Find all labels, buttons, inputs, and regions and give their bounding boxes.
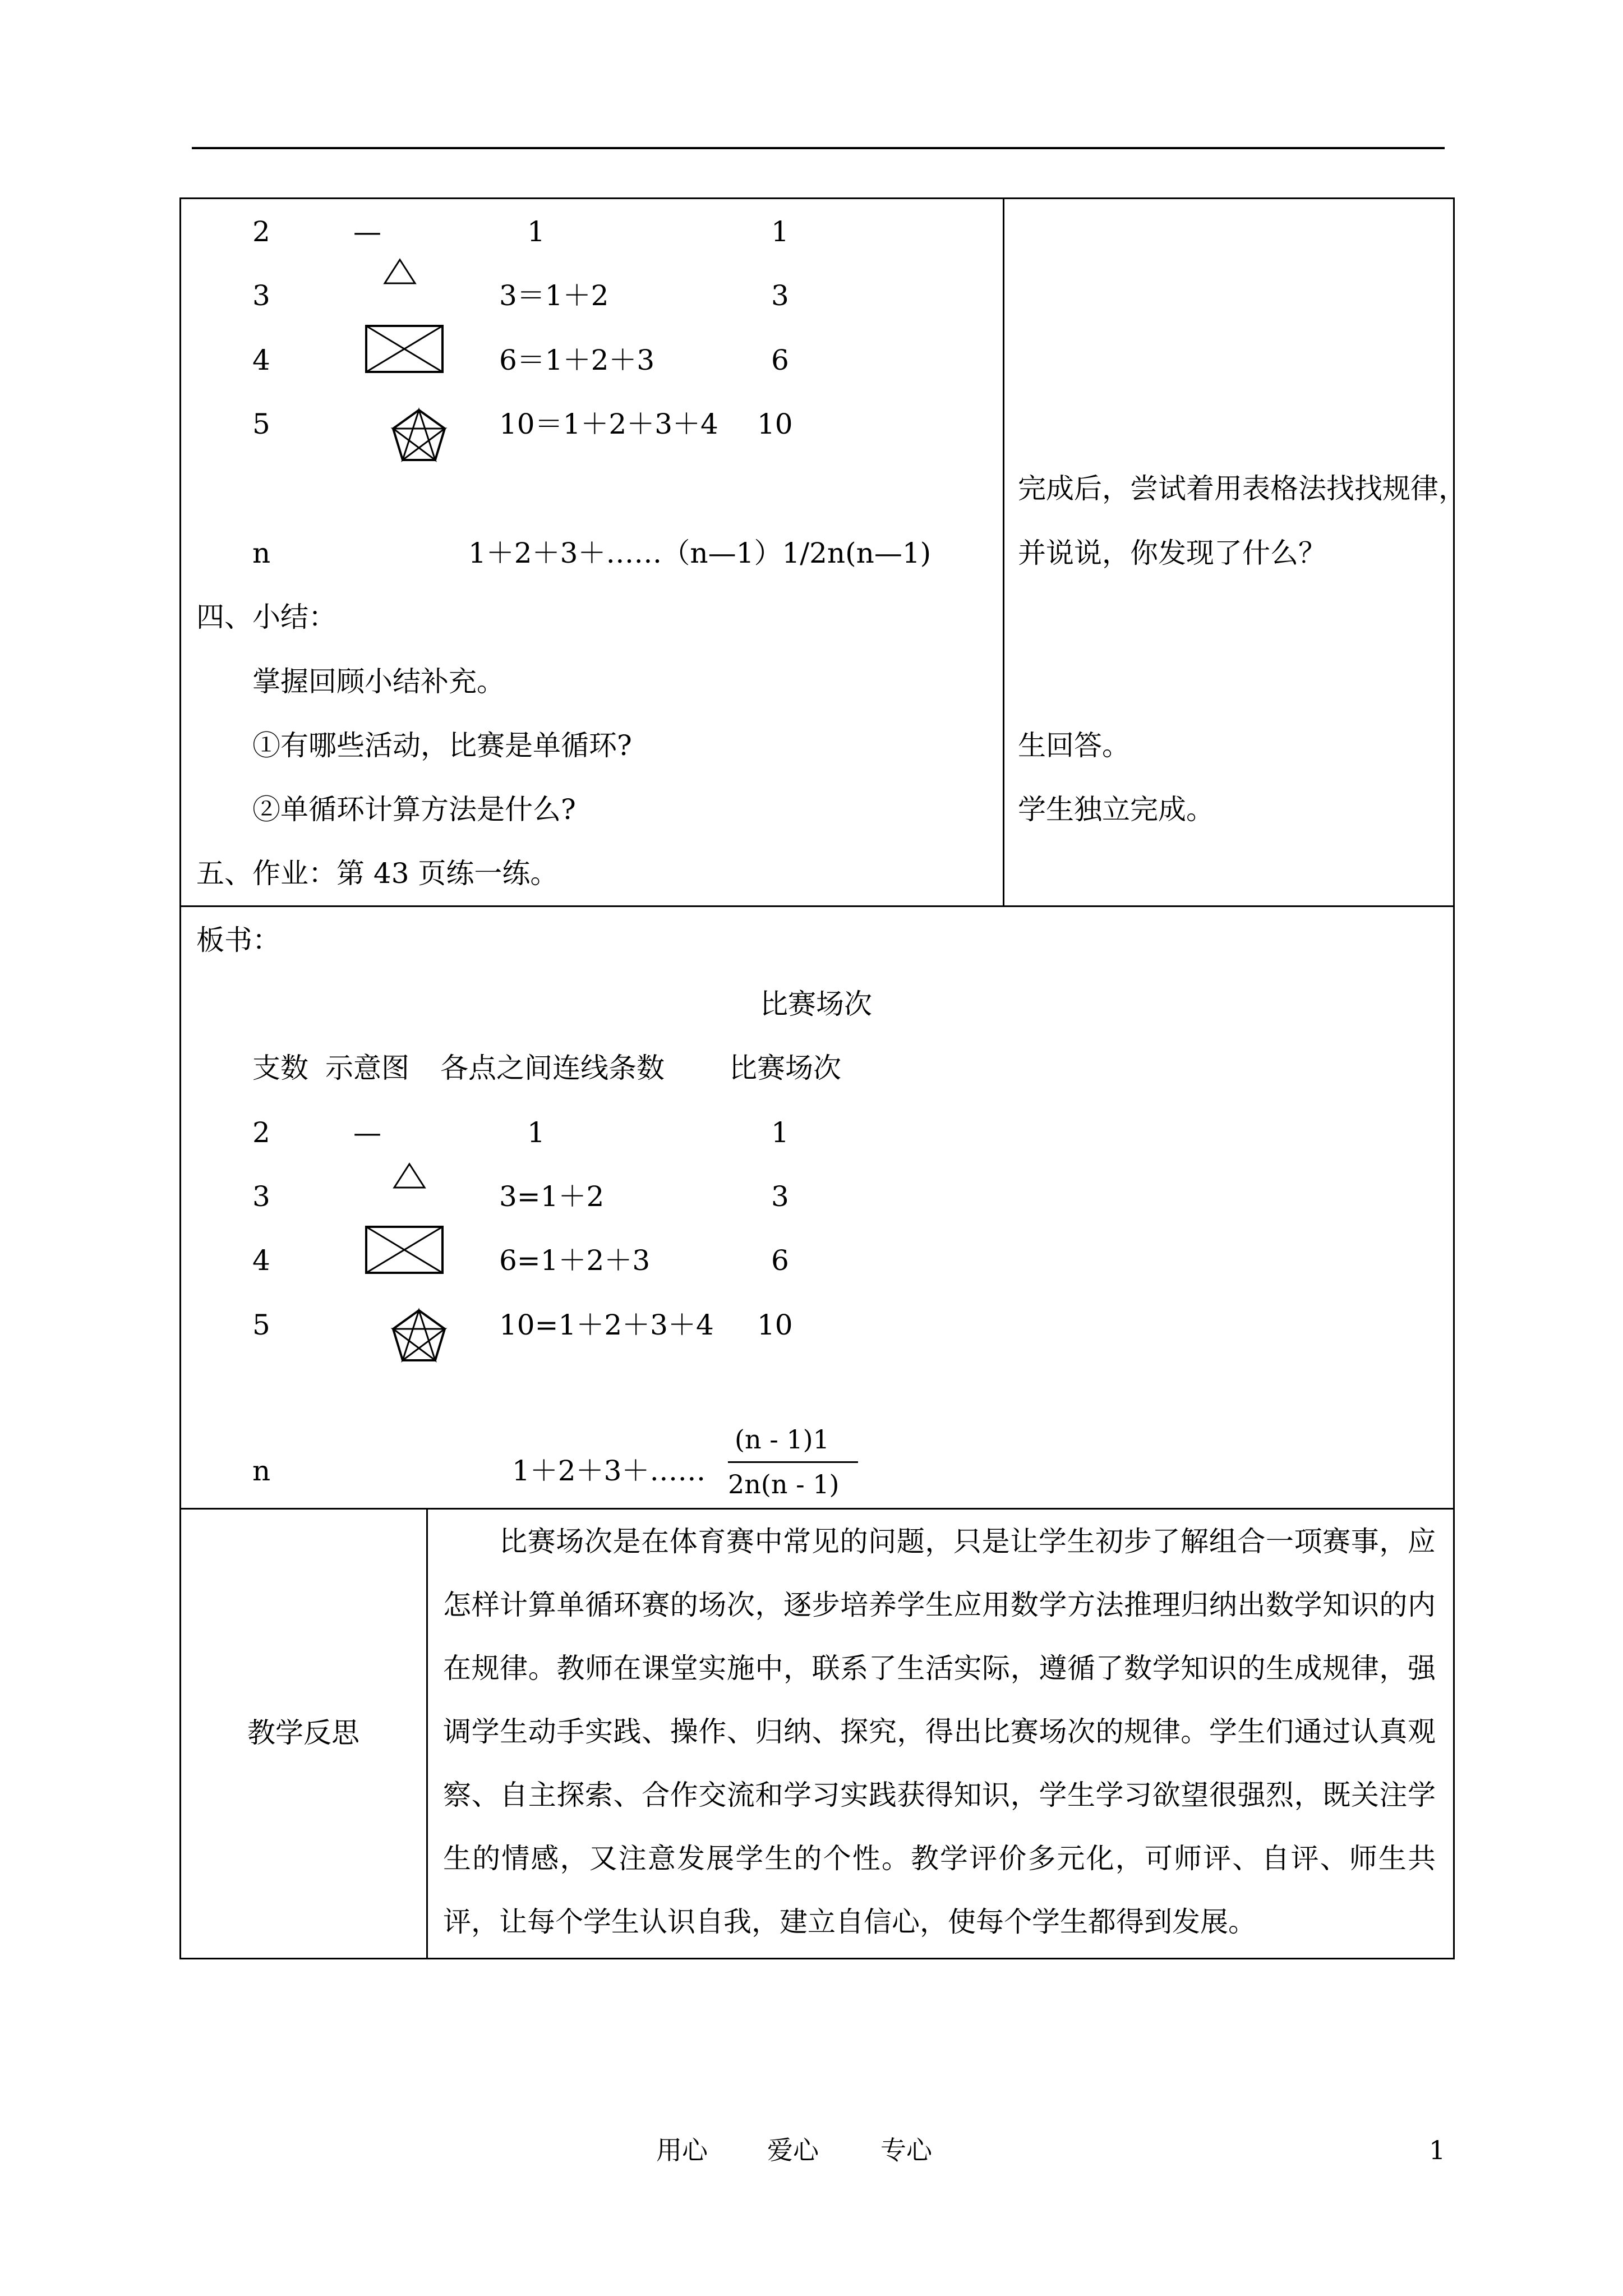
row-matches: 3 [771, 1180, 789, 1213]
row-matches: 10 [757, 1309, 793, 1341]
board-header-edges: 各点之间连线条数 [440, 1052, 665, 1084]
fraction-numerator: (n - 1)1 [735, 1424, 829, 1455]
summary-heading: 四、小结： [196, 601, 336, 633]
footer-motto: 爱心 [767, 2135, 819, 2165]
right-note: 并说说，你发现了什么？ [1018, 537, 1326, 569]
row-num: 5 [252, 408, 270, 440]
triangle-diagram-icon [393, 1162, 426, 1189]
summary-line: ②单循环计算方法是什么? [252, 793, 576, 826]
row-matches: 6 [771, 344, 789, 376]
row-n-formula: 1＋2＋3＋……（n—1）1/2n(n—1) [468, 537, 932, 569]
row-matches: 1 [771, 1116, 789, 1149]
row-num: 3 [252, 1180, 270, 1213]
fraction-bar [728, 1461, 858, 1463]
row-edges: 10=1＋2＋3＋4 [499, 1309, 714, 1341]
row-n-label: n [252, 1455, 271, 1487]
page-number: 1 [1429, 2135, 1446, 2165]
row-n-formula: 1＋2＋3＋…… [512, 1455, 706, 1487]
footer-motto: 专心 [880, 2135, 932, 2165]
right-note: 学生独立完成。 [1018, 793, 1214, 826]
row-num: 5 [252, 1309, 270, 1341]
board-header-count: 支数 [252, 1052, 308, 1084]
header-rule [192, 147, 1445, 149]
table-border-top [179, 197, 1455, 199]
row-edges: 3=1＋2 [499, 1180, 605, 1213]
row-num: 4 [252, 1244, 270, 1277]
row-matches: 3 [771, 279, 789, 312]
table-border-left [179, 197, 181, 1959]
table-divider-reflection [426, 1508, 428, 1959]
row-num: 2 [252, 1116, 270, 1149]
dash-diagram: — [353, 215, 381, 248]
row-num: 2 [252, 215, 270, 248]
fraction-denominator: 2n(n - 1) [728, 1469, 840, 1499]
row-matches: 1 [771, 215, 789, 248]
pentagon-star-diagram-icon [391, 408, 447, 462]
row-edges: 3＝1＋2 [499, 279, 609, 312]
board-title: 比赛场次 [760, 988, 872, 1020]
row-edges: 10＝1＋2＋3＋4 [499, 408, 718, 440]
board-header-diagram: 示意图 [325, 1052, 409, 1084]
triangle-diagram-icon [383, 258, 417, 285]
table-border-bottom [179, 1958, 1455, 1959]
row-edges: 1 [527, 215, 545, 248]
table-border-right [1453, 197, 1455, 1959]
row-edges: 6=1＋2＋3 [499, 1244, 651, 1277]
table-border-row1 [179, 905, 1455, 907]
row-num: 3 [252, 279, 270, 312]
row-n-label: n [252, 537, 271, 569]
table-border-row2 [179, 1508, 1455, 1510]
reflection-label: 教学反思 [247, 1717, 359, 1749]
row-num: 4 [252, 344, 270, 376]
summary-line: ①有哪些活动，比赛是单循环? [252, 729, 632, 762]
dash-diagram: — [353, 1116, 381, 1149]
board-label: 板书： [196, 924, 280, 956]
row-matches: 6 [771, 1244, 789, 1277]
summary-line: 掌握回顾小结补充。 [252, 665, 505, 698]
reflection-text: 比赛场次是在体育赛中常见的问题，只是让学生初步了解组合一项赛事，应怎样计算单循环赛的场次，逐步培养学生应用数学方法推理归纳出数学知识的内在规律。教师在课堂实施中，联系了生活实际，遵循了数学知识的生成规律，强调学生动手实践、操作、归纳、探究，得出比赛场次的规律。学生们通过认真观察、自主探索、合作交流和学习实践获得知识，学生学习欲望很强烈，既关注学生的情感，又注意发展学生的个性。教学评价多元化，可师评、自评、师生共评，让每个学生认识自我，建立自信心，使每个学生都得到发展。 [443, 1525, 1436, 1938]
table-divider-top-section [1003, 197, 1004, 907]
footer-motto: 用心 [656, 2135, 708, 2165]
rectangle-cross-diagram-icon [365, 325, 444, 373]
right-note: 完成后，尝试着用表格法找找规律， [1018, 472, 1467, 505]
homework: 五、作业：第 43 页练一练。 [196, 857, 559, 890]
row-matches: 10 [757, 408, 793, 440]
right-note: 生回答。 [1018, 729, 1130, 762]
rectangle-cross-diagram-icon [365, 1226, 444, 1274]
row-edges: 6＝1＋2＋3 [499, 344, 655, 376]
board-header-matches: 比赛场次 [729, 1052, 841, 1084]
row-edges: 1 [527, 1116, 545, 1149]
pentagon-star-diagram-icon [391, 1309, 447, 1363]
